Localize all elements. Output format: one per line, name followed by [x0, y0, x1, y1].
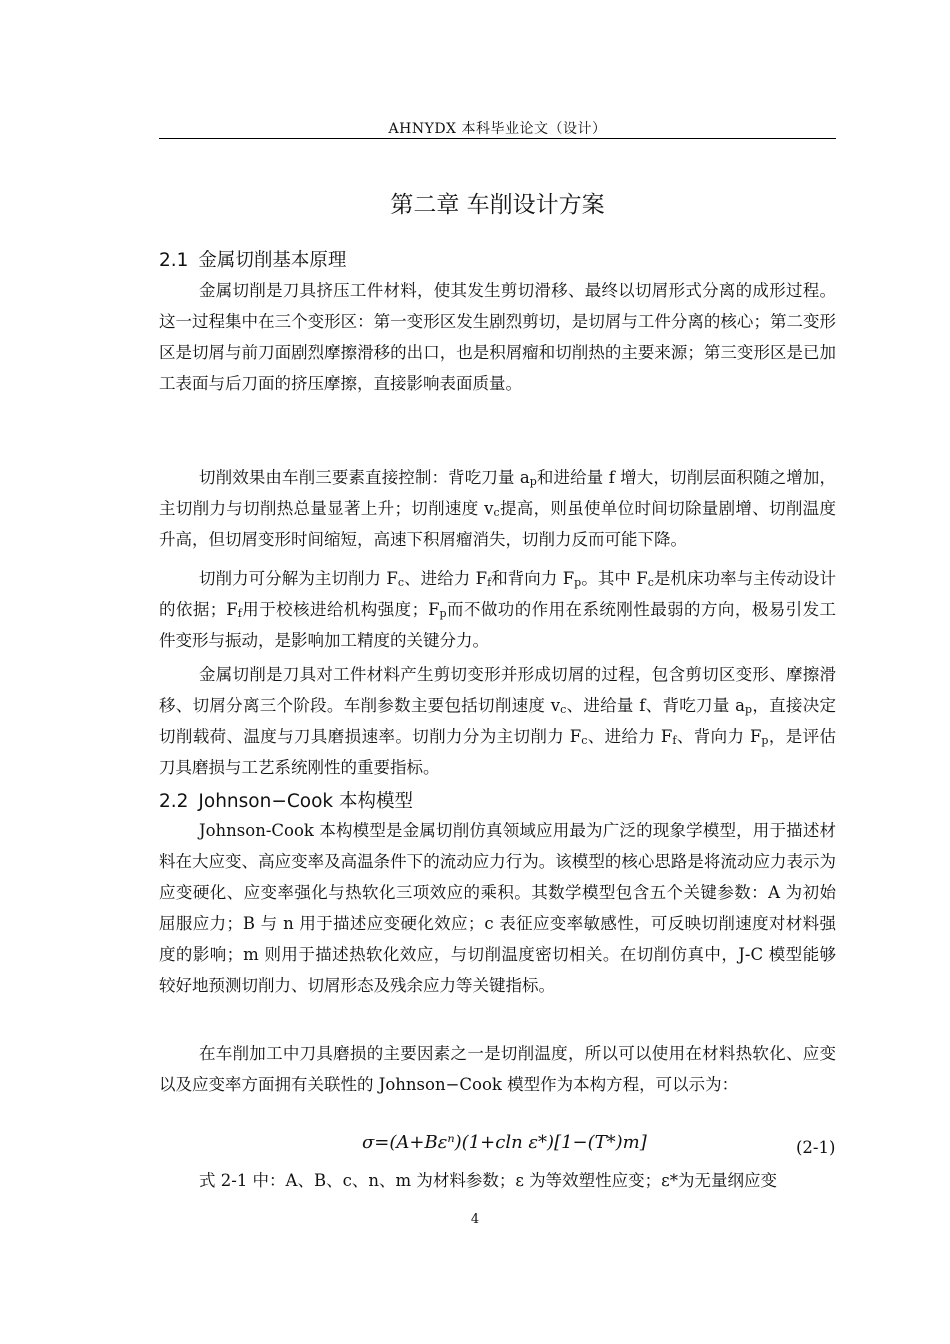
chapter-title: 第二章 车削设计方案: [390, 192, 605, 218]
paragraph-johnson-cook-model: Johnson-Cook 本构模型是金属切削仿真领域应用最为广泛的现象学模型，用于描述材料在大应变、高应变率及高温条件下的流动应力行为。该模型的核心思路是将流动应力表示为应变硬化、应变率强化与热软化三项效应的乘积。其数学模型包含五个关键参数：A 为初始屈服应力；B 与 n 用于描述应变硬化效应；c 表征应变率敏感性，可反映切削速度对材料强度的影响；m 则用于描述热软化效应，与切削温度密切相关。在切削仿真中，J-C 模型能够较好地预测切削力、切屑形态及残余应力等关键指标。: [159, 821, 836, 995]
paragraph-cutting-summary: 金属切削是刀具对工件材料产生剪切变形并形成切屑的过程，包含剪切区变形、摩擦滑移、切屑分离三个阶段。车削参数主要包括切削速度 $v_c$、进给量 f、背吃刀量 $a_p$，直接决定切削载荷、温度与刀具磨损速率。切削力分为主切削力 $F_c$、进给力 $F_f$、背向力 $F_p$，是评估刀具磨损与工艺系统刚性的重要指标。: [159, 665, 836, 777]
paragraph-equation-variables: 式 2-1 中：A、B、c、n、m 为材料参数；ε 为等效塑性应变；ε*为无量纲应变: [199, 1171, 777, 1190]
section-number: 2.1: [159, 250, 189, 271]
header-rule: [159, 138, 836, 139]
equation-number: (2-1): [796, 1138, 836, 1157]
paragraph-cutting-parameters: 切削效果由车削三要素直接控制：背吃刀量 $a_p$和进给量 f 增大，切削层面积随之增加，主切削力与切削热总量显著上升；切削速度 $v_c$提高，则虽使单位时间切除量剧增、切削温度升高，但切屑变形时间缩短，高速下积屑瘤消失，切削力反而可能下降。: [159, 468, 837, 549]
page-number: 4: [470, 1212, 480, 1227]
section-heading-2-2: [159, 787, 413, 813]
paragraph-cutting-forces: 切削力可分解为主切削力 $F_c$、进给力 $F_f$和背向力 $F_p$。其中 $F_c$是机床功率与主传动设计的依据；$F_f$用于校核进给机构强度；$F_p$而不做功的作用在系统刚性最弱的方向，极易引发工件变形与振动，是影响加工精度的关键分力。: [159, 569, 837, 650]
section-heading-2-1: [159, 246, 346, 272]
section-number: 2.2: [159, 791, 189, 812]
paragraph-constitutive-equation: 在车削加工中刀具磨损的主要因素之一是切削温度，所以可以使用在材料热软化、应变以及应变率方面拥有关联性的 Johnson−Cook 模型作为本构方程，可以示为：: [159, 1044, 836, 1094]
running-header: AHNYDX 本科毕业论文（设计）: [388, 121, 607, 137]
section-title: 金属切削基本原理: [198, 250, 347, 271]
equation-2-1: σ=(A+Bεⁿ)(1+cln ε*)[1−(T*)m]: [362, 1132, 647, 1153]
paragraph-deformation-zones: 金属切削是刀具挤压工件材料，使其发生剪切滑移、最终以切屑形式分离的成形过程。这一过程集中在三个变形区：第一变形区发生剧烈剪切，是切屑与工件分离的核心；第二变形区是切屑与前刀面剧烈摩擦滑移的出口，也是积屑瘤和切削热的主要来源；第三变形区是已加工表面与后刀面的挤压摩擦，直接影响表面质量。: [159, 281, 836, 393]
section-title: Johnson−Cook 本构模型: [198, 791, 413, 812]
